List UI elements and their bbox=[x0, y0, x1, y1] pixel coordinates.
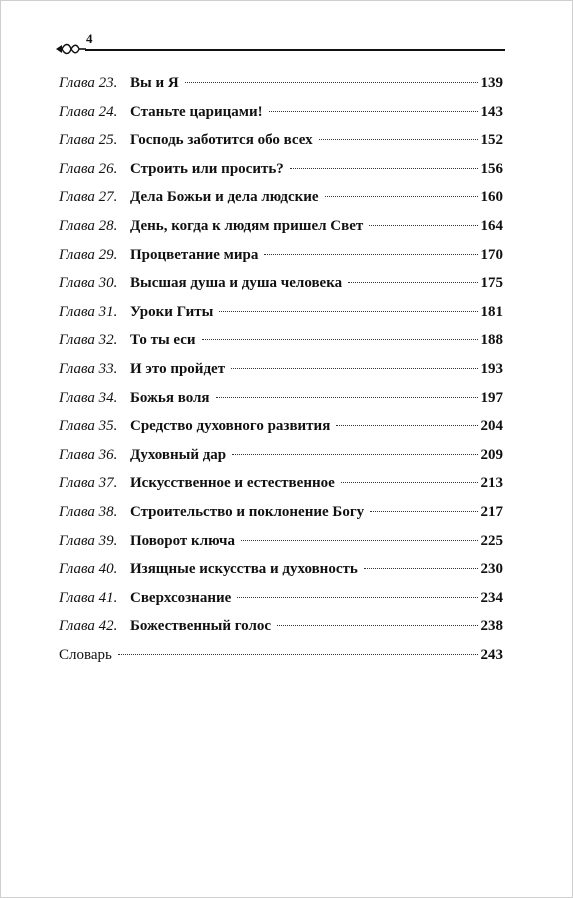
toc-entry[interactable] bbox=[59, 418, 503, 447]
chapter-label: Глава 28. bbox=[59, 217, 118, 234]
page-number: 4 bbox=[86, 31, 93, 46]
toc-entry[interactable] bbox=[59, 504, 503, 533]
toc-entry[interactable] bbox=[59, 390, 503, 419]
chapter-title: То ты еси bbox=[130, 332, 196, 349]
dot-leader bbox=[336, 425, 477, 426]
page-ref: 181 bbox=[480, 303, 503, 320]
page-ref: 164 bbox=[480, 217, 503, 234]
toc-entry[interactable] bbox=[59, 132, 503, 161]
table-of-contents bbox=[59, 75, 503, 675]
page-ref: 234 bbox=[480, 589, 503, 606]
dot-leader bbox=[185, 82, 478, 83]
dot-leader bbox=[277, 625, 477, 626]
chapter-title: Сверхсознание bbox=[130, 589, 232, 606]
chapter-title: Вы и Я bbox=[130, 75, 179, 91]
chapter-title: Искусственное и естественное bbox=[130, 475, 335, 492]
chapter-label: Глава 41. bbox=[59, 589, 118, 606]
page-ref: 204 bbox=[480, 418, 503, 435]
chapter-title: Средство духовного развития bbox=[130, 418, 331, 435]
chapter-label: Глава 29. bbox=[59, 246, 118, 263]
chapter-label: Глава 33. bbox=[59, 360, 118, 377]
toc-entry[interactable] bbox=[59, 304, 503, 333]
toc-entry[interactable] bbox=[59, 618, 503, 647]
chapter-label: Глава 31. bbox=[59, 303, 118, 320]
chapter-label: Глава 23. bbox=[59, 75, 118, 91]
page-ref: 213 bbox=[480, 475, 503, 492]
chapter-title: День, когда к людям пришел Свет bbox=[130, 217, 364, 234]
dot-leader bbox=[231, 368, 477, 369]
dot-leader bbox=[216, 397, 478, 398]
toc-entry[interactable] bbox=[59, 590, 503, 619]
page-header bbox=[55, 27, 505, 57]
chapter-label: Глава 32. bbox=[59, 332, 118, 349]
chapter-label: Глава 36. bbox=[59, 446, 118, 463]
dot-leader bbox=[290, 168, 478, 169]
page-ref: 230 bbox=[480, 561, 503, 578]
page-ref: 188 bbox=[480, 332, 503, 349]
chapter-title: Высшая душа и душа человека bbox=[130, 275, 343, 292]
chapter-title: Поворот ключа bbox=[130, 532, 235, 549]
glossary-title: Словарь bbox=[59, 646, 112, 663]
toc-entry[interactable] bbox=[59, 361, 503, 390]
page-ref: 238 bbox=[480, 618, 503, 635]
page-ref: 197 bbox=[480, 389, 503, 406]
chapter-title: Божья воля bbox=[130, 389, 210, 406]
chapter-label: Глава 24. bbox=[59, 103, 118, 120]
chapter-title: Станьте царицами! bbox=[130, 103, 263, 120]
toc-entry[interactable] bbox=[59, 533, 503, 562]
page-ref: 193 bbox=[480, 360, 503, 377]
header-rule bbox=[85, 49, 505, 51]
chapter-label: Глава 34. bbox=[59, 389, 118, 406]
chapter-title: Божественный голос bbox=[130, 618, 272, 635]
toc-entry[interactable] bbox=[59, 218, 503, 247]
dot-leader bbox=[232, 454, 477, 455]
dot-leader bbox=[269, 111, 478, 112]
page-ref: 170 bbox=[480, 246, 503, 263]
toc-entry[interactable] bbox=[59, 561, 503, 590]
chapter-label: Глава 26. bbox=[59, 160, 118, 177]
toc-entry[interactable] bbox=[59, 447, 503, 476]
page-ref: 175 bbox=[480, 275, 503, 292]
page-ref: 152 bbox=[480, 132, 503, 149]
toc-entry-glossary[interactable] bbox=[59, 647, 503, 676]
chapter-title: И это пройдет bbox=[130, 360, 226, 377]
page-ref: 156 bbox=[480, 160, 503, 177]
toc-entry[interactable] bbox=[59, 189, 503, 218]
page-ref: 143 bbox=[480, 103, 503, 120]
chapter-title: Процветание мира bbox=[130, 246, 259, 263]
chapter-label: Глава 35. bbox=[59, 418, 118, 435]
chapter-label: Глава 39. bbox=[59, 532, 118, 549]
dot-leader bbox=[241, 540, 478, 541]
chapter-title: Строить или просить? bbox=[130, 160, 284, 177]
dot-leader bbox=[341, 482, 478, 483]
dot-leader bbox=[202, 339, 478, 340]
chapter-label: Глава 40. bbox=[59, 561, 118, 578]
chapter-label: Глава 37. bbox=[59, 475, 118, 492]
page-ref: 225 bbox=[480, 532, 503, 549]
page-ref: 243 bbox=[480, 646, 503, 663]
dot-leader bbox=[118, 654, 478, 655]
dot-leader bbox=[219, 311, 477, 312]
dot-leader bbox=[264, 254, 477, 255]
toc-entry[interactable] bbox=[59, 332, 503, 361]
chapter-label: Глава 27. bbox=[59, 189, 118, 206]
page-ref: 217 bbox=[480, 503, 503, 520]
toc-entry[interactable] bbox=[59, 75, 503, 104]
chapter-title: Духовный дар bbox=[130, 446, 227, 463]
dot-leader bbox=[369, 225, 477, 226]
dot-leader bbox=[370, 511, 477, 512]
chapter-label: Глава 38. bbox=[59, 503, 118, 520]
chapter-title: Господь заботится обо всех bbox=[130, 132, 313, 149]
chapter-label: Глава 25. bbox=[59, 132, 118, 149]
dot-leader bbox=[319, 139, 478, 140]
chapter-title: Уроки Гиты bbox=[130, 303, 214, 320]
page-ref: 209 bbox=[480, 446, 503, 463]
toc-entry[interactable] bbox=[59, 161, 503, 190]
dot-leader bbox=[325, 196, 478, 197]
page-ref: 139 bbox=[480, 75, 503, 91]
ornament-icon bbox=[55, 40, 87, 58]
toc-entry[interactable] bbox=[59, 275, 503, 304]
dot-leader bbox=[348, 282, 477, 283]
chapter-title: Изящные искусства и духовность bbox=[130, 561, 358, 578]
dot-leader bbox=[237, 597, 477, 598]
page-ref: 160 bbox=[480, 189, 503, 206]
toc-entry[interactable] bbox=[59, 475, 503, 504]
dot-leader bbox=[364, 568, 478, 569]
chapter-title: Строительство и поклонение Богу bbox=[130, 503, 365, 520]
chapter-label: Глава 30. bbox=[59, 275, 118, 292]
chapter-title: Дела Божьи и дела людские bbox=[130, 189, 319, 206]
chapter-label: Глава 42. bbox=[59, 618, 118, 635]
toc-entry[interactable] bbox=[59, 247, 503, 276]
toc-entry[interactable] bbox=[59, 104, 503, 133]
